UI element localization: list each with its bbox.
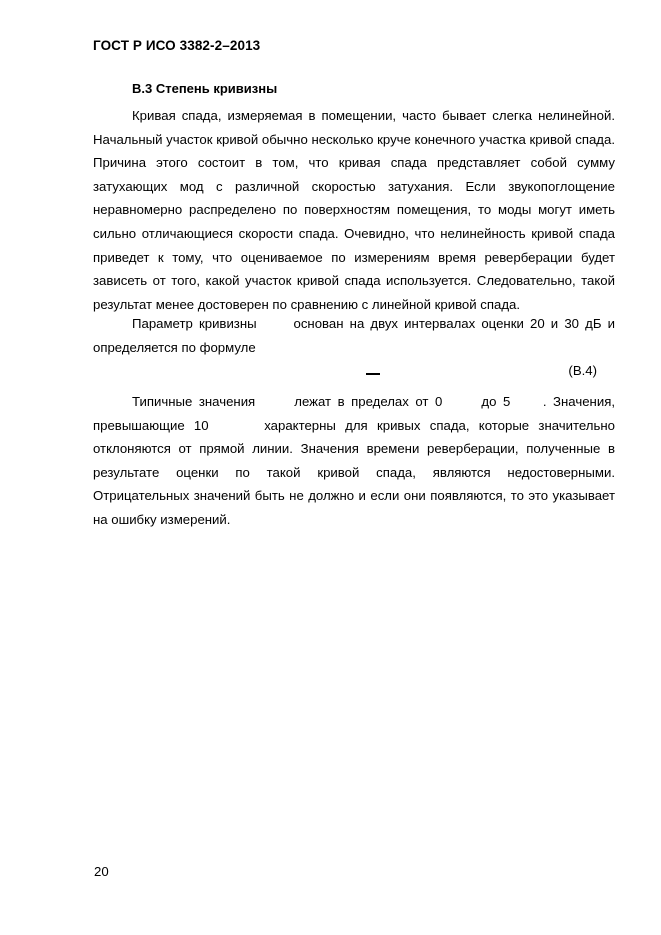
paragraph-2-text: Параметр кривизны основан на двух интервалах оценки 20 и 30 дБ и определяется по формуле (93, 316, 619, 355)
paragraph-3-text: Типичные значения лежат в пределах от 0 до 5 . Значения, превышающие 10 характерны для кривых спада, которые значительно отклоняются от прямой линии. Значения времени реверберации, полученные в результате оценки по такой кривой спада, являются недостоверными. Отрицательных значений быть не должно и если они появляются, то это указывает на ошибку измерений. (93, 394, 619, 527)
page-number: 20 (94, 864, 109, 879)
paragraph-1 (93, 104, 615, 316)
fraction-bar (366, 373, 380, 375)
paragraph-1-text: Кривая спада, измеряемая в помещении, часто бывает слегка нелинейной. Начальный участок кривой обычно несколько круче конечного участка кривой спада. Причина этого состоит в том, что кривая спада представляет собой сумму затухающих мод с различной скоростью затухания. Если звукопоглощение неравномерно распределено по поверхностям помещения, то моды могут иметь сильно отличающиеся скорости спада. Очевидно, что нелинейность кривой спада приведет к тому, что оцениваемое по измерениям время реверберации будет зависеть от того, какой участок кривой спада используется. Следовательно, такой результат менее достоверен по сравнению с линейной кривой спада. (93, 108, 615, 312)
equation-number: (В.4) (568, 363, 597, 378)
paragraph-2 (93, 312, 619, 359)
paragraph-3 (93, 390, 619, 532)
section-title: В.3 Степень кривизны (132, 81, 278, 96)
document-header: ГОСТ Р ИСО 3382-2–2013 (93, 38, 261, 53)
formula-b4 (93, 361, 615, 385)
